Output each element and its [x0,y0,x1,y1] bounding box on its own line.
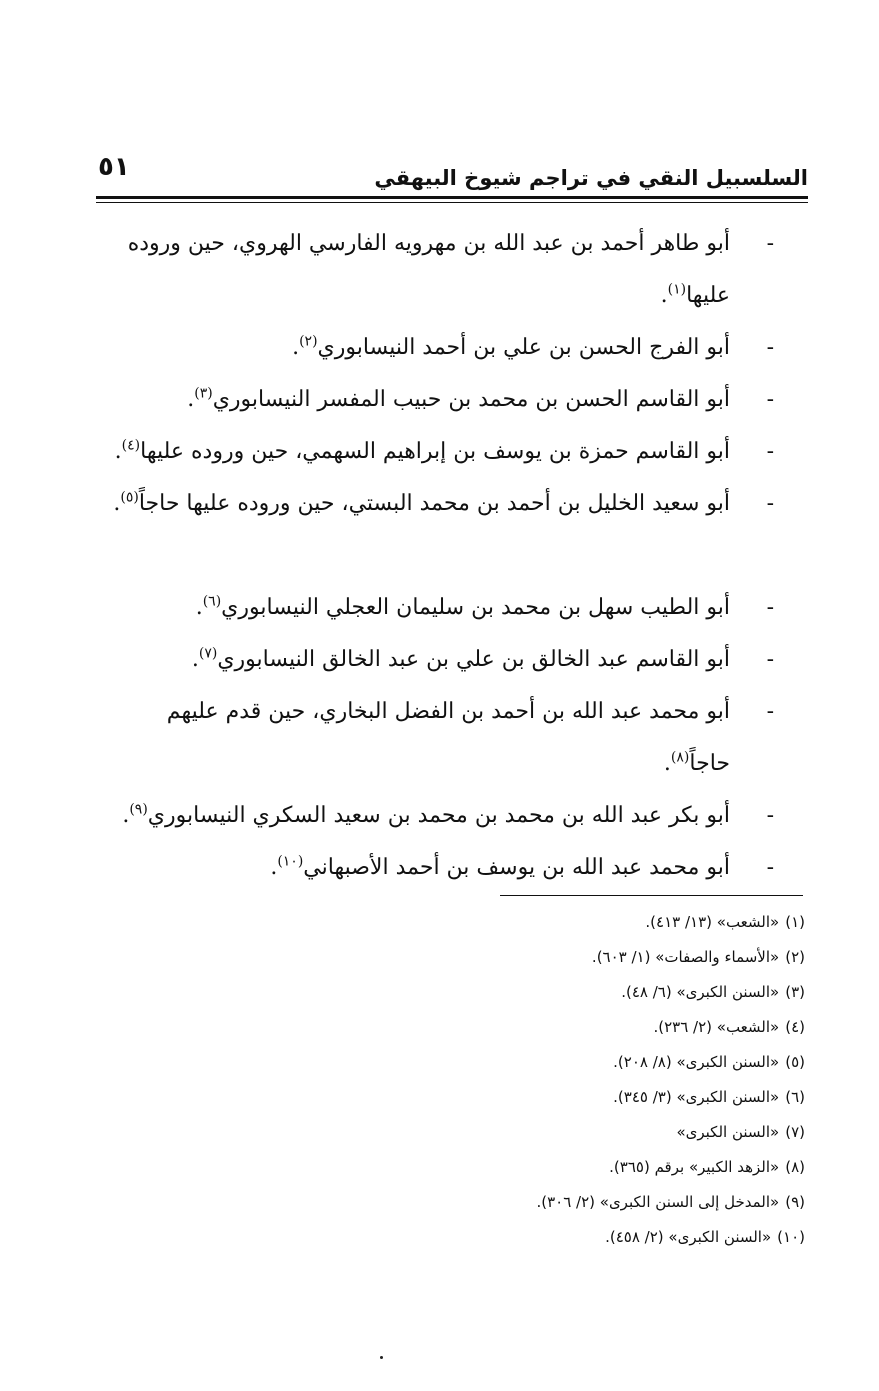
footnote [300,1045,805,1080]
footnote [300,905,805,940]
running-title: السلسبيل النقي في تراجم شيوخ البيهقي [374,166,808,190]
footnote-number: (٥) [785,1053,805,1071]
footnote-ref: (٦) [202,593,222,610]
footnote-number: (٨) [785,1158,805,1176]
footnote [300,1220,805,1255]
footnote-text: «السنن الكبرى» (٨/ ٢٠٨). [613,1053,780,1071]
list-item [96,374,786,426]
footnote-ref: (١٠) [277,853,304,870]
list-dash: - [766,231,774,256]
footnote [300,975,805,1010]
footnote [300,1185,805,1220]
entry-text: أبو سعيد الخليل بن أحمد بن محمد البستي، حين وروده عليها حاجاً [138,491,730,516]
footnote-number: (٧) [785,1123,805,1141]
entry-text: أبو القاسم حمزة بن يوسف بن إبراهيم السهمي، حين وروده عليها [140,439,730,464]
footnote-ref: (١) [667,281,687,298]
list-item [96,426,786,478]
page-number: ٥١ [98,152,130,182]
entry-text: أبو بكر عبد الله بن محمد بن محمد بن سعيد السكري النيسابوري [147,803,730,828]
page-header [96,150,808,200]
footnote-ref: (٥) [120,489,139,506]
list-item [96,322,786,374]
entry-end: . [122,803,130,828]
footnote-number: (٣) [785,983,805,1001]
list-item [96,634,786,686]
print-speck [380,1356,383,1359]
entry-end: . [292,335,300,360]
footnote-number: (١) [785,913,805,931]
list-item [96,478,786,530]
header-rule-thin [96,202,808,203]
footnote [300,1115,805,1150]
footnotes [300,905,805,1255]
entry-text: أبو القاسم الحسن بن محمد بن حبيب المفسر النيسابوري [212,387,730,412]
entry-end: . [114,439,122,464]
footnote-text: «السنن الكبرى» (٦/ ٤٨). [621,983,780,1001]
footnote-text: «السنن الكبرى» (٢/ ٤٥٨). [605,1228,772,1246]
footnote-ref: (٨) [670,749,690,766]
list-dash: - [766,335,774,360]
footnote [300,1010,805,1045]
footnote-text: «السنن الكبرى» [676,1123,780,1141]
footnote-number: (٢) [785,948,805,966]
list-dash: - [766,595,774,620]
entry-end: . [195,595,203,620]
footnote-number: (٦) [785,1088,805,1106]
entry-end: . [187,387,195,412]
teacher-list [96,218,786,894]
list-dash: - [766,647,774,672]
entry-end: . [191,647,199,672]
list-dash: - [766,387,774,412]
footnote-text: «الشعب» (١٣/ ٤١٣). [645,913,780,931]
footnote [300,1080,805,1115]
list-item [96,218,786,322]
list-item [96,686,786,790]
entry-end: . [113,491,121,516]
entry-text: أبو طاهر أحمد بن عبد الله بن مهرويه الفارسي الهروي، حين وروده عليها [127,231,730,308]
list-dash: - [766,855,774,880]
list-dash: - [766,803,774,828]
footnote-number: (٩) [785,1193,805,1211]
footnote-ref: (٤) [121,437,141,454]
entry-text: أبو الطيب سهل بن محمد بن سليمان العجلي النيسابوري [221,595,730,620]
list-dash: - [766,491,774,516]
footnote-text: «الأسماء والصفات» (١/ ٦٠٣). [591,948,780,966]
footnote-text: «السنن الكبرى» (٣/ ٣٤٥). [613,1088,780,1106]
entry-end: . [663,751,671,776]
entry-text: أبو محمد عبد الله بن أحمد بن الفضل البخاري، حين قدم عليهم حاجاً [166,699,730,776]
footnote-separator [500,895,803,896]
footnote-text: «المدخل إلى السنن الكبرى» (٢/ ٣٠٦). [536,1193,780,1211]
entry-text: أبو محمد عبد الله بن يوسف بن أحمد الأصبهاني [303,855,730,880]
entry-end: . [270,855,278,880]
entry-text: أبو الفرج الحسن بن علي بن أحمد النيسابوري [317,335,730,360]
list-dash: - [766,699,774,724]
header-rule-thick [96,196,808,199]
footnote-ref: (٧) [198,645,218,662]
footnote-text: «الشعب» (٢/ ٢٣٦). [653,1018,780,1036]
list-item [96,842,786,894]
footnote-text: «الزهد الكبير» برقم (٣٦٥). [609,1158,780,1176]
entry-text: أبو القاسم عبد الخالق بن علي بن عبد الخالق النيسابوري [217,647,730,672]
footnote-number: (١٠) [777,1228,805,1246]
list-dash: - [766,439,774,464]
footnote [300,1150,805,1185]
list-item [96,582,786,634]
footnote-ref: (٢) [299,333,318,350]
footnote-ref: (٣) [194,385,213,402]
list-item [96,790,786,842]
footnote [300,940,805,975]
entry-end: . [660,283,668,308]
footnote-ref: (٩) [129,801,148,818]
footnote-number: (٤) [785,1018,805,1036]
